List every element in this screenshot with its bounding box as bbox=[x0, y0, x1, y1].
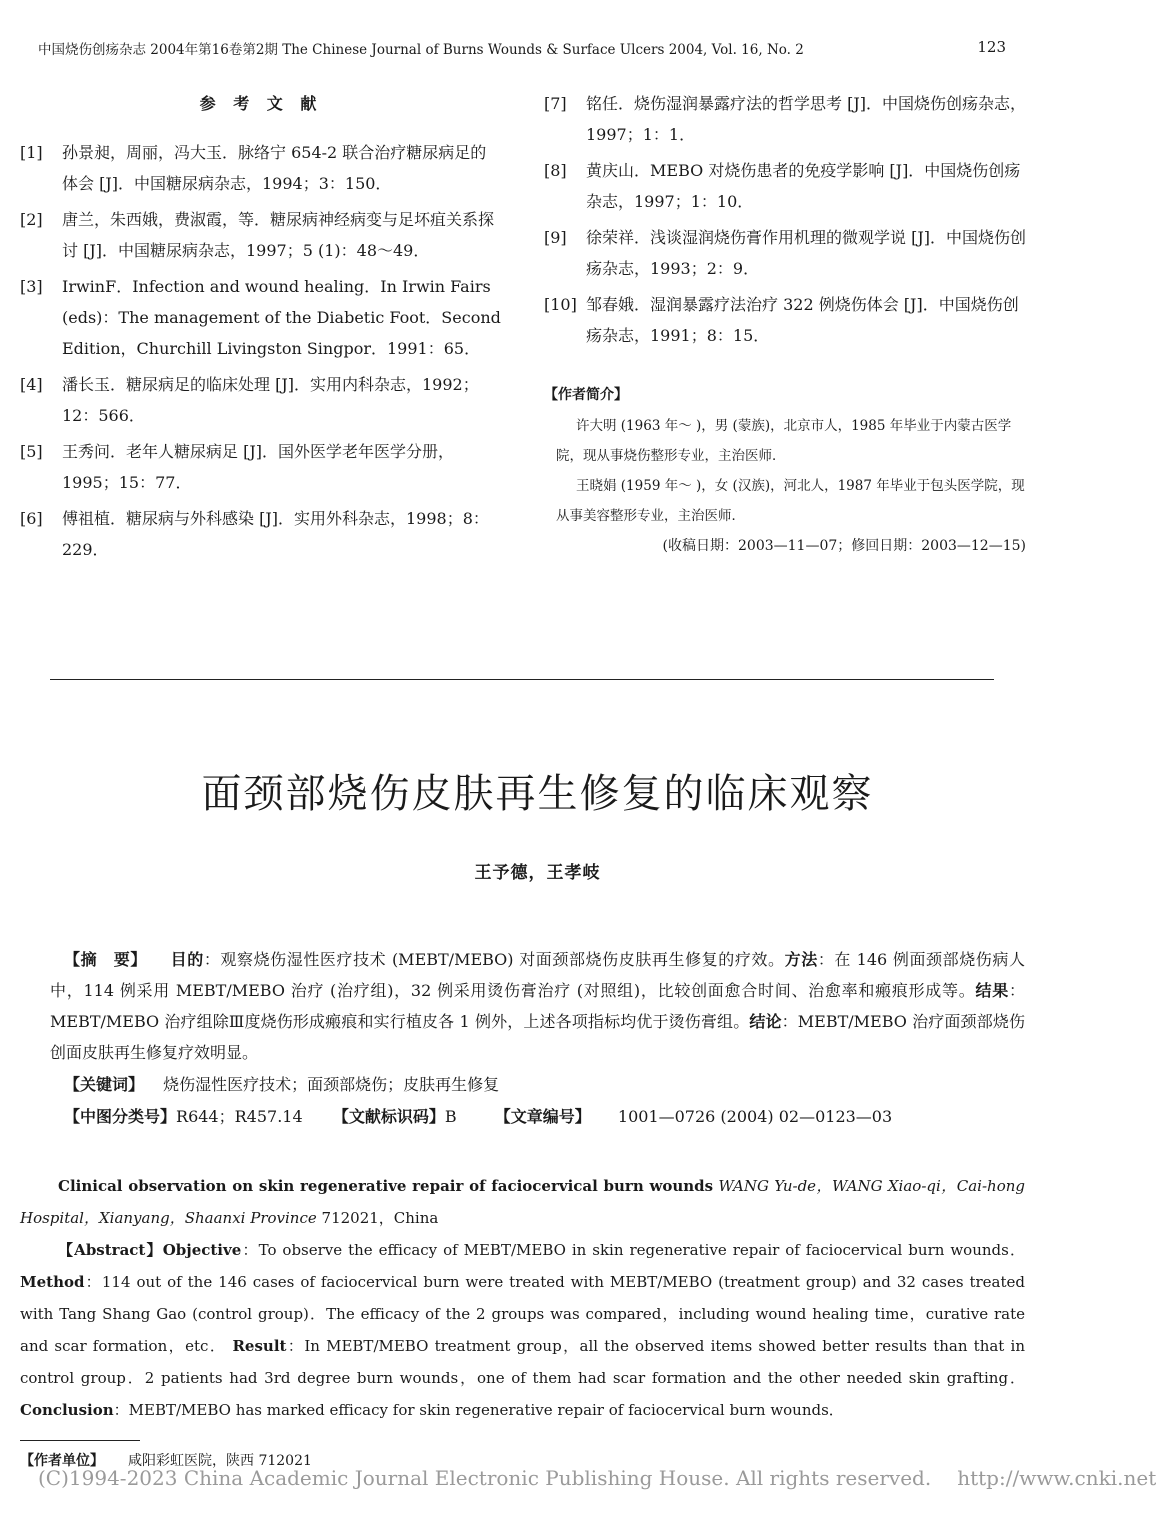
reference-number: [5] bbox=[20, 442, 43, 461]
author-info-heading: 【作者简介】 bbox=[544, 387, 628, 403]
doc-code-label: 【文献标识码】 bbox=[332, 1107, 445, 1126]
english-objective-text: ：To observe the efficacy of MEBT/MEBO in skin regenerative repair of faciocervical burn wounds． bbox=[241, 1241, 1026, 1259]
journal-header: 中国烧伤创疡杂志 2004年第16卷第2期 The Chinese Journal of Burns Wounds & Surface Ulcers 2004, Vol. 16, No. 2 bbox=[38, 42, 804, 58]
references-right-column bbox=[544, 88, 1026, 561]
english-abstract-body bbox=[20, 1234, 1025, 1426]
reference-number: [9] bbox=[544, 228, 567, 247]
copyright-line bbox=[38, 1466, 1156, 1490]
abstract-english bbox=[20, 1170, 1025, 1426]
clc-value: R644；R457.14 bbox=[176, 1107, 303, 1126]
reference-text: 邹春娥．湿润暴露疗法治疗 322 例烧伤体会 [J]．中国烧伤创疡杂志，1991；8：15． bbox=[586, 295, 1019, 345]
reference-text: 王秀问．老年人糖尿病足 [J]．国外医学老年医学分册，1995；15：77． bbox=[62, 442, 454, 492]
footnote-rule bbox=[20, 1440, 140, 1441]
keywords-text: 烧伤湿性医疗技术；面颈部烧伤；皮肤再生修复 bbox=[163, 1075, 500, 1094]
author-bio-2: 王晓娟 (1959 年～ )，女 (汉族)，河北人，1987 年毕业于包头医学院，现从事美容整形专业，主治医师． bbox=[556, 478, 1025, 524]
reference-item bbox=[20, 436, 502, 498]
reference-number: [7] bbox=[544, 94, 567, 113]
english-conclusion-text: ：MEBT/MEBO has marked efficacy for skin regenerative repair of faciocervical burn wounds． bbox=[113, 1401, 844, 1419]
english-result-text: ：In MEBT/MEBO treatment group，all the observed items showed better results than that in control group．2 patients had 3rd degree burn wounds，one of them had scar formation and the other needed skin grafting． bbox=[20, 1337, 1025, 1387]
reference-item bbox=[20, 369, 502, 431]
english-title-line bbox=[20, 1170, 1025, 1234]
abstract-chinese bbox=[50, 944, 1025, 1068]
reference-item bbox=[20, 204, 502, 266]
english-objective-label: Objective bbox=[162, 1241, 242, 1259]
objective-text: ：观察烧伤湿性医疗技术 (MEBT/MEBO) 对面颈部烧伤皮肤再生修复的疗效。 bbox=[203, 950, 785, 969]
objective-label: 目的 bbox=[170, 950, 204, 969]
conclusion-label: 结论 bbox=[749, 1012, 782, 1031]
method-label: 方法 bbox=[784, 950, 818, 969]
cnki-link[interactable]: http://www.cnki.net bbox=[957, 1466, 1156, 1490]
classification-line bbox=[64, 1104, 892, 1127]
reference-text: 铭任．烧伤湿润暴露疗法的哲学思考 [J]．中国烧伤创疡杂志，1997；1：1． bbox=[586, 94, 1026, 144]
reference-text: 徐荣祥．浅谈湿润烧伤膏作用机理的微观学说 [J]．中国烧伤创疡杂志，1993；2：9． bbox=[586, 228, 1026, 278]
english-conclusion-label: Conclusion bbox=[20, 1401, 114, 1419]
english-abstract-label: 【Abstract】 bbox=[58, 1241, 163, 1259]
reference-item bbox=[20, 137, 502, 199]
reference-item bbox=[20, 271, 502, 364]
doc-code-value: B bbox=[444, 1107, 457, 1126]
english-title: Clinical observation on skin regenerative repair of faciocervical burn wounds bbox=[58, 1177, 714, 1195]
reference-text: 傅祖植．糖尿病与外科感染 [J]．实用外科杂志，1998；8：229． bbox=[62, 509, 489, 559]
reference-number: [6] bbox=[20, 509, 43, 528]
reference-number: [2] bbox=[20, 210, 43, 229]
reference-text: 黄庆山．MEBO 对烧伤患者的免疫学影响 [J]．中国烧伤创疡杂志，1997；1：10． bbox=[586, 161, 1021, 211]
article-title: 面颈部烧伤皮肤再生修复的临床观察 bbox=[201, 771, 874, 817]
reference-text: 潘长玉．糖尿病足的临床处理 [J]．实用内科杂志，1992；12：566． bbox=[62, 375, 479, 425]
reference-number: [8] bbox=[544, 161, 567, 180]
method-text: ：在 146 例面颈部烧伤病人中，114 例采用 MEBT/MEBO 治疗 (治疗组)，32 例采用烫伤膏治疗 (对照组)，比较创面愈合时间、治愈率和瘢痕形成等。 bbox=[50, 950, 1025, 1000]
affiliation-label: 【作者单位】 bbox=[20, 1453, 104, 1469]
affiliation-text: 咸阳彩虹医院，陕西 712021 bbox=[128, 1453, 312, 1469]
copyright-text: (C)1994-2023 China Academic Journal Electronic Publishing House. All rights reserved. bbox=[38, 1466, 932, 1490]
page-number: 123 bbox=[977, 38, 1006, 56]
english-method-label: Method bbox=[20, 1273, 85, 1291]
reference-number: [4] bbox=[20, 375, 43, 394]
english-result-label: Result bbox=[232, 1337, 287, 1355]
reference-item bbox=[544, 222, 1026, 284]
reference-item bbox=[20, 503, 502, 565]
english-authors-affiliation: WANG Yu-de，WANG Xiao-qi，Cai-hong Hospital，Xianyang，Shaanxi Province bbox=[20, 1177, 1025, 1227]
reference-number: [3] bbox=[20, 277, 43, 296]
conclusion-text: ：MEBT/MEBO 治疗面颈部烧伤创面皮肤再生修复疗效明显。 bbox=[50, 1012, 1025, 1062]
article-number-value: 1001—0726 (2004) 02—0123—03 bbox=[617, 1107, 893, 1126]
reference-item bbox=[544, 289, 1026, 351]
author-bio-1: 许大明 (1963 年～ )，男 (蒙族)，北京市人，1985 年毕业于内蒙古医学院，现从事烧伤整形专业，主治医师． bbox=[556, 418, 1012, 464]
clc-label: 【中图分类号】 bbox=[64, 1107, 177, 1126]
received-dates: (收稿日期：2003—11—07；修回日期：2003—12—15) bbox=[662, 538, 1026, 554]
reference-text: IrwinF．Infection and wound healing．In Irwin Fairs (eds)：The management of the Diabetic Foot．Second Edition，Churchill Livingston Singpor．1991：65． bbox=[62, 277, 501, 358]
abstract-label: 【摘 要】 bbox=[64, 950, 147, 969]
reference-item bbox=[544, 155, 1026, 217]
article-authors: 王予德，王孝岐 bbox=[474, 863, 601, 883]
article-number-label: 【文章编号】 bbox=[494, 1107, 591, 1126]
reference-text: 唐兰，朱西娥，费淑霞，等．糖尿病神经病变与足坏疽关系探讨 [J]．中国糖尿病杂志，1997；5 (1)：48～49． bbox=[62, 210, 495, 260]
reference-item bbox=[544, 88, 1026, 150]
references-title: 参 考 文 献 bbox=[199, 94, 323, 113]
keywords-label: 【关键词】 bbox=[64, 1075, 145, 1094]
result-label: 结果 bbox=[975, 981, 1009, 1000]
reference-number: [1] bbox=[20, 143, 43, 162]
reference-number: [10] bbox=[544, 295, 577, 314]
section-divider bbox=[50, 679, 994, 680]
references-left-column bbox=[20, 88, 502, 570]
english-postcode: 712021，China bbox=[321, 1209, 439, 1227]
result-text: ：MEBT/MEBO 治疗组除Ⅲ度烧伤形成瘢痕和实行植皮各 1 例外，上述各项指标均优于烫伤膏组。 bbox=[50, 981, 1025, 1031]
reference-text: 孙景昶，周丽，冯大玉．脉络宁 654-2 联合治疗糖尿病足的体会 [J]．中国糖尿病杂志，1994；3：150． bbox=[62, 143, 487, 193]
english-method-text: ：114 out of the 146 cases of faciocervical burn were treated with MEBT/MEBO (treatment group) and 32 cases treated with Tang Shang Gao (control group)．The efficacy of the 2 groups was compared，including wound healing time，curative rate and scar formation，etc． bbox=[20, 1273, 1025, 1355]
running-header bbox=[38, 38, 1038, 60]
keywords-line bbox=[64, 1072, 499, 1095]
